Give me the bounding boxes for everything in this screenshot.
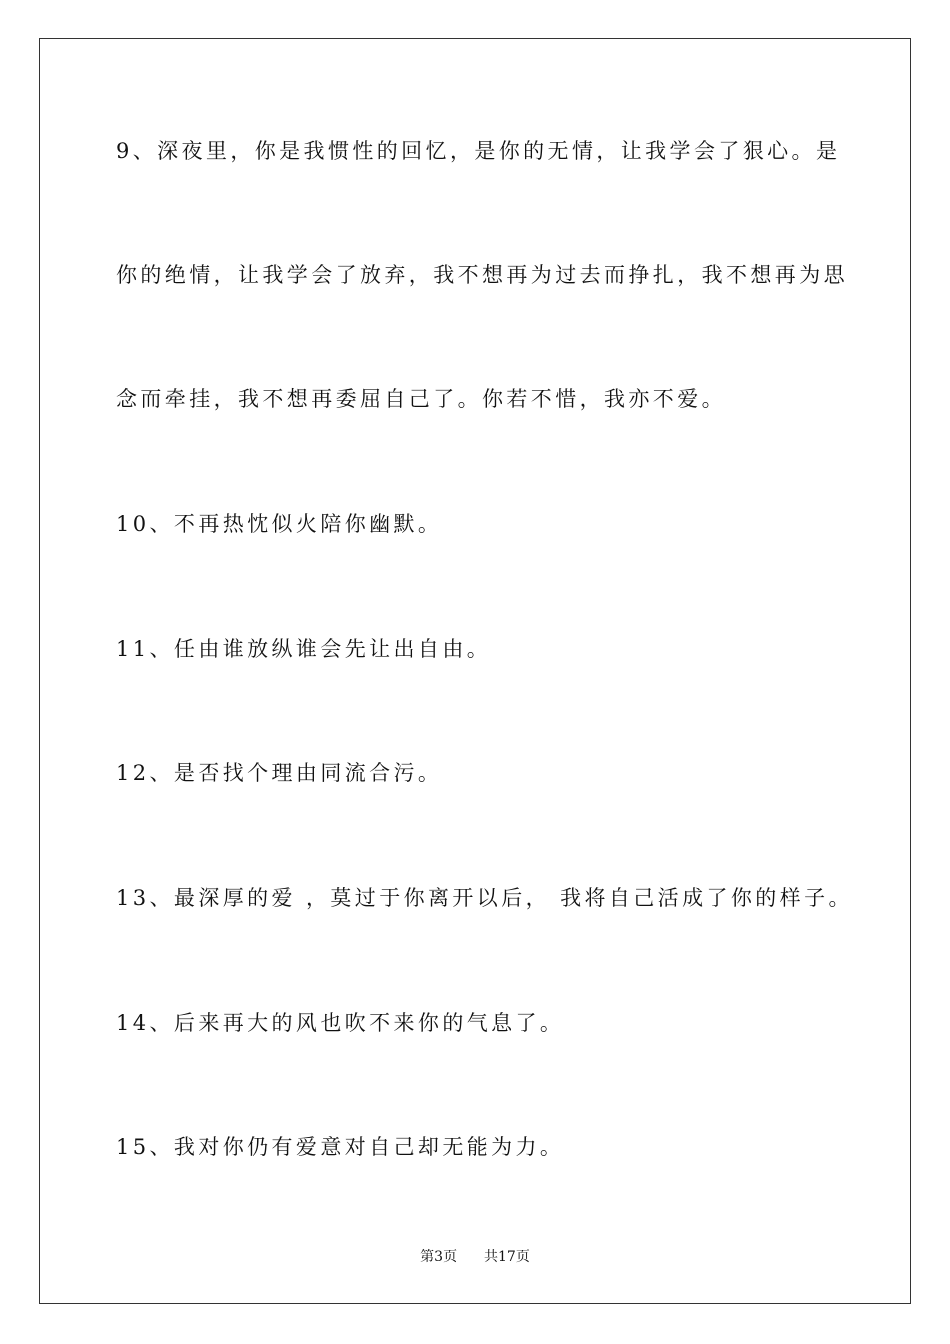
text-line-3: 念而牵挂，我不想再委屈自己了。你若不惜，我亦不爱。 xyxy=(116,387,726,411)
page-number: 第3页 xyxy=(420,1249,458,1265)
page-total: 共17页 xyxy=(484,1249,530,1265)
text-line-8: 14、后来再大的风也吹不来你的气息了。 xyxy=(116,1011,565,1035)
text-line-2: 你的绝情，让我学会了放弃，我不想再为过去而挣扎，我不想再为思 xyxy=(116,263,848,287)
text-line-4: 10、不再热忱似火陪你幽默。 xyxy=(116,512,443,536)
text-line-1: 9、深夜里，你是我惯性的回忆，是你的无情，让我学会了狠心。是 xyxy=(116,139,841,163)
text-line-9: 15、我对你仍有爱意对自己却无能为力。 xyxy=(116,1135,565,1159)
page-border xyxy=(39,38,911,1304)
text-line-7: 13、最深厚的爱 ，莫过于你离开以后， 我将自己活成了你的样子。 xyxy=(116,886,853,910)
text-line-5: 11、任由谁放纵谁会先让出自由。 xyxy=(116,637,492,661)
text-line-6: 12、是否找个理由同流合污。 xyxy=(116,761,443,785)
page-footer xyxy=(0,1247,950,1267)
